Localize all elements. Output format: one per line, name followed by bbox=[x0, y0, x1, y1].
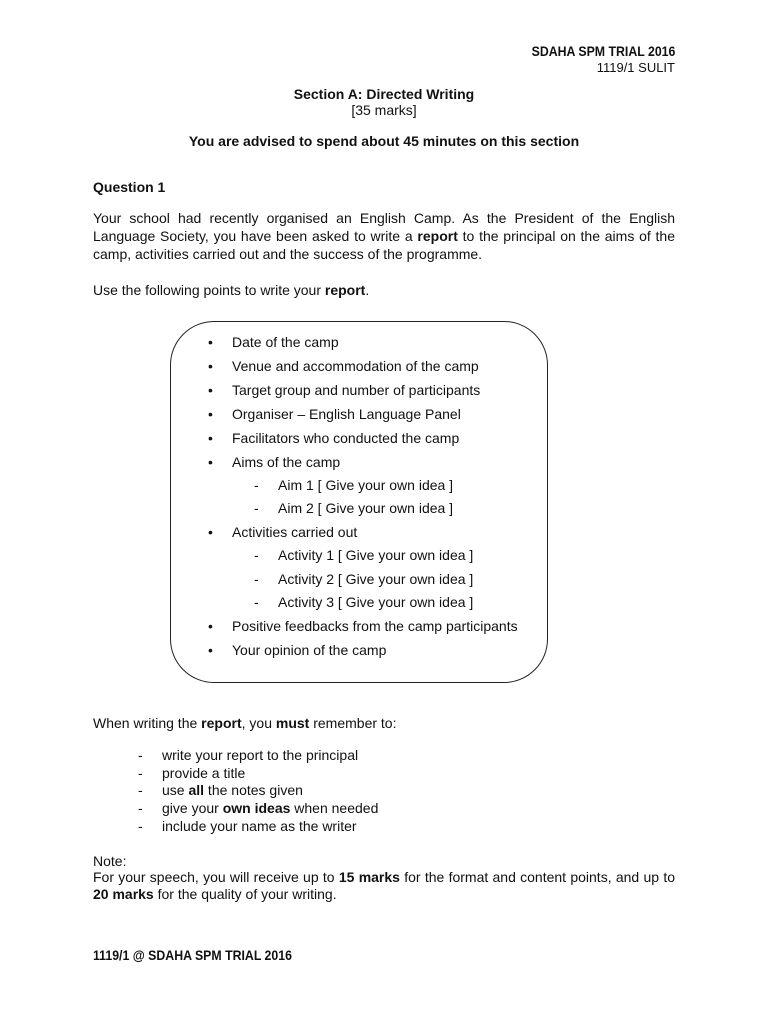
remember-instruction: When writing the report, you must remember to: bbox=[93, 715, 397, 731]
note-label: Note: bbox=[93, 853, 127, 869]
header-title: SDAHA SPM TRIAL 2016 bbox=[531, 43, 675, 59]
header-code: 1119/1 SULIT bbox=[596, 60, 675, 75]
question-label: Question 1 bbox=[93, 179, 166, 195]
section-title: Section A: Directed Writing bbox=[293, 86, 475, 102]
note-text: For your speech, you will receive up to 15 marks for the format and content points, and up to 20 marks for the quality of your writing. bbox=[93, 869, 676, 902]
section-marks: [35 marks] bbox=[351, 102, 417, 118]
question-intro: Your school had recently organised an English Camp. As the President of the English Language Society, you have been asked to write a report to the principal on the aims of the camp, activities carried out and the success of the programme. bbox=[93, 210, 675, 262]
use-points-instruction: Use the following points to write your report. bbox=[93, 282, 370, 298]
time-advice: You are advised to spend about 45 minutes on this section bbox=[188, 133, 580, 149]
page-footer: 1119/1 @ SDAHA SPM TRIAL 2016 bbox=[93, 947, 292, 963]
